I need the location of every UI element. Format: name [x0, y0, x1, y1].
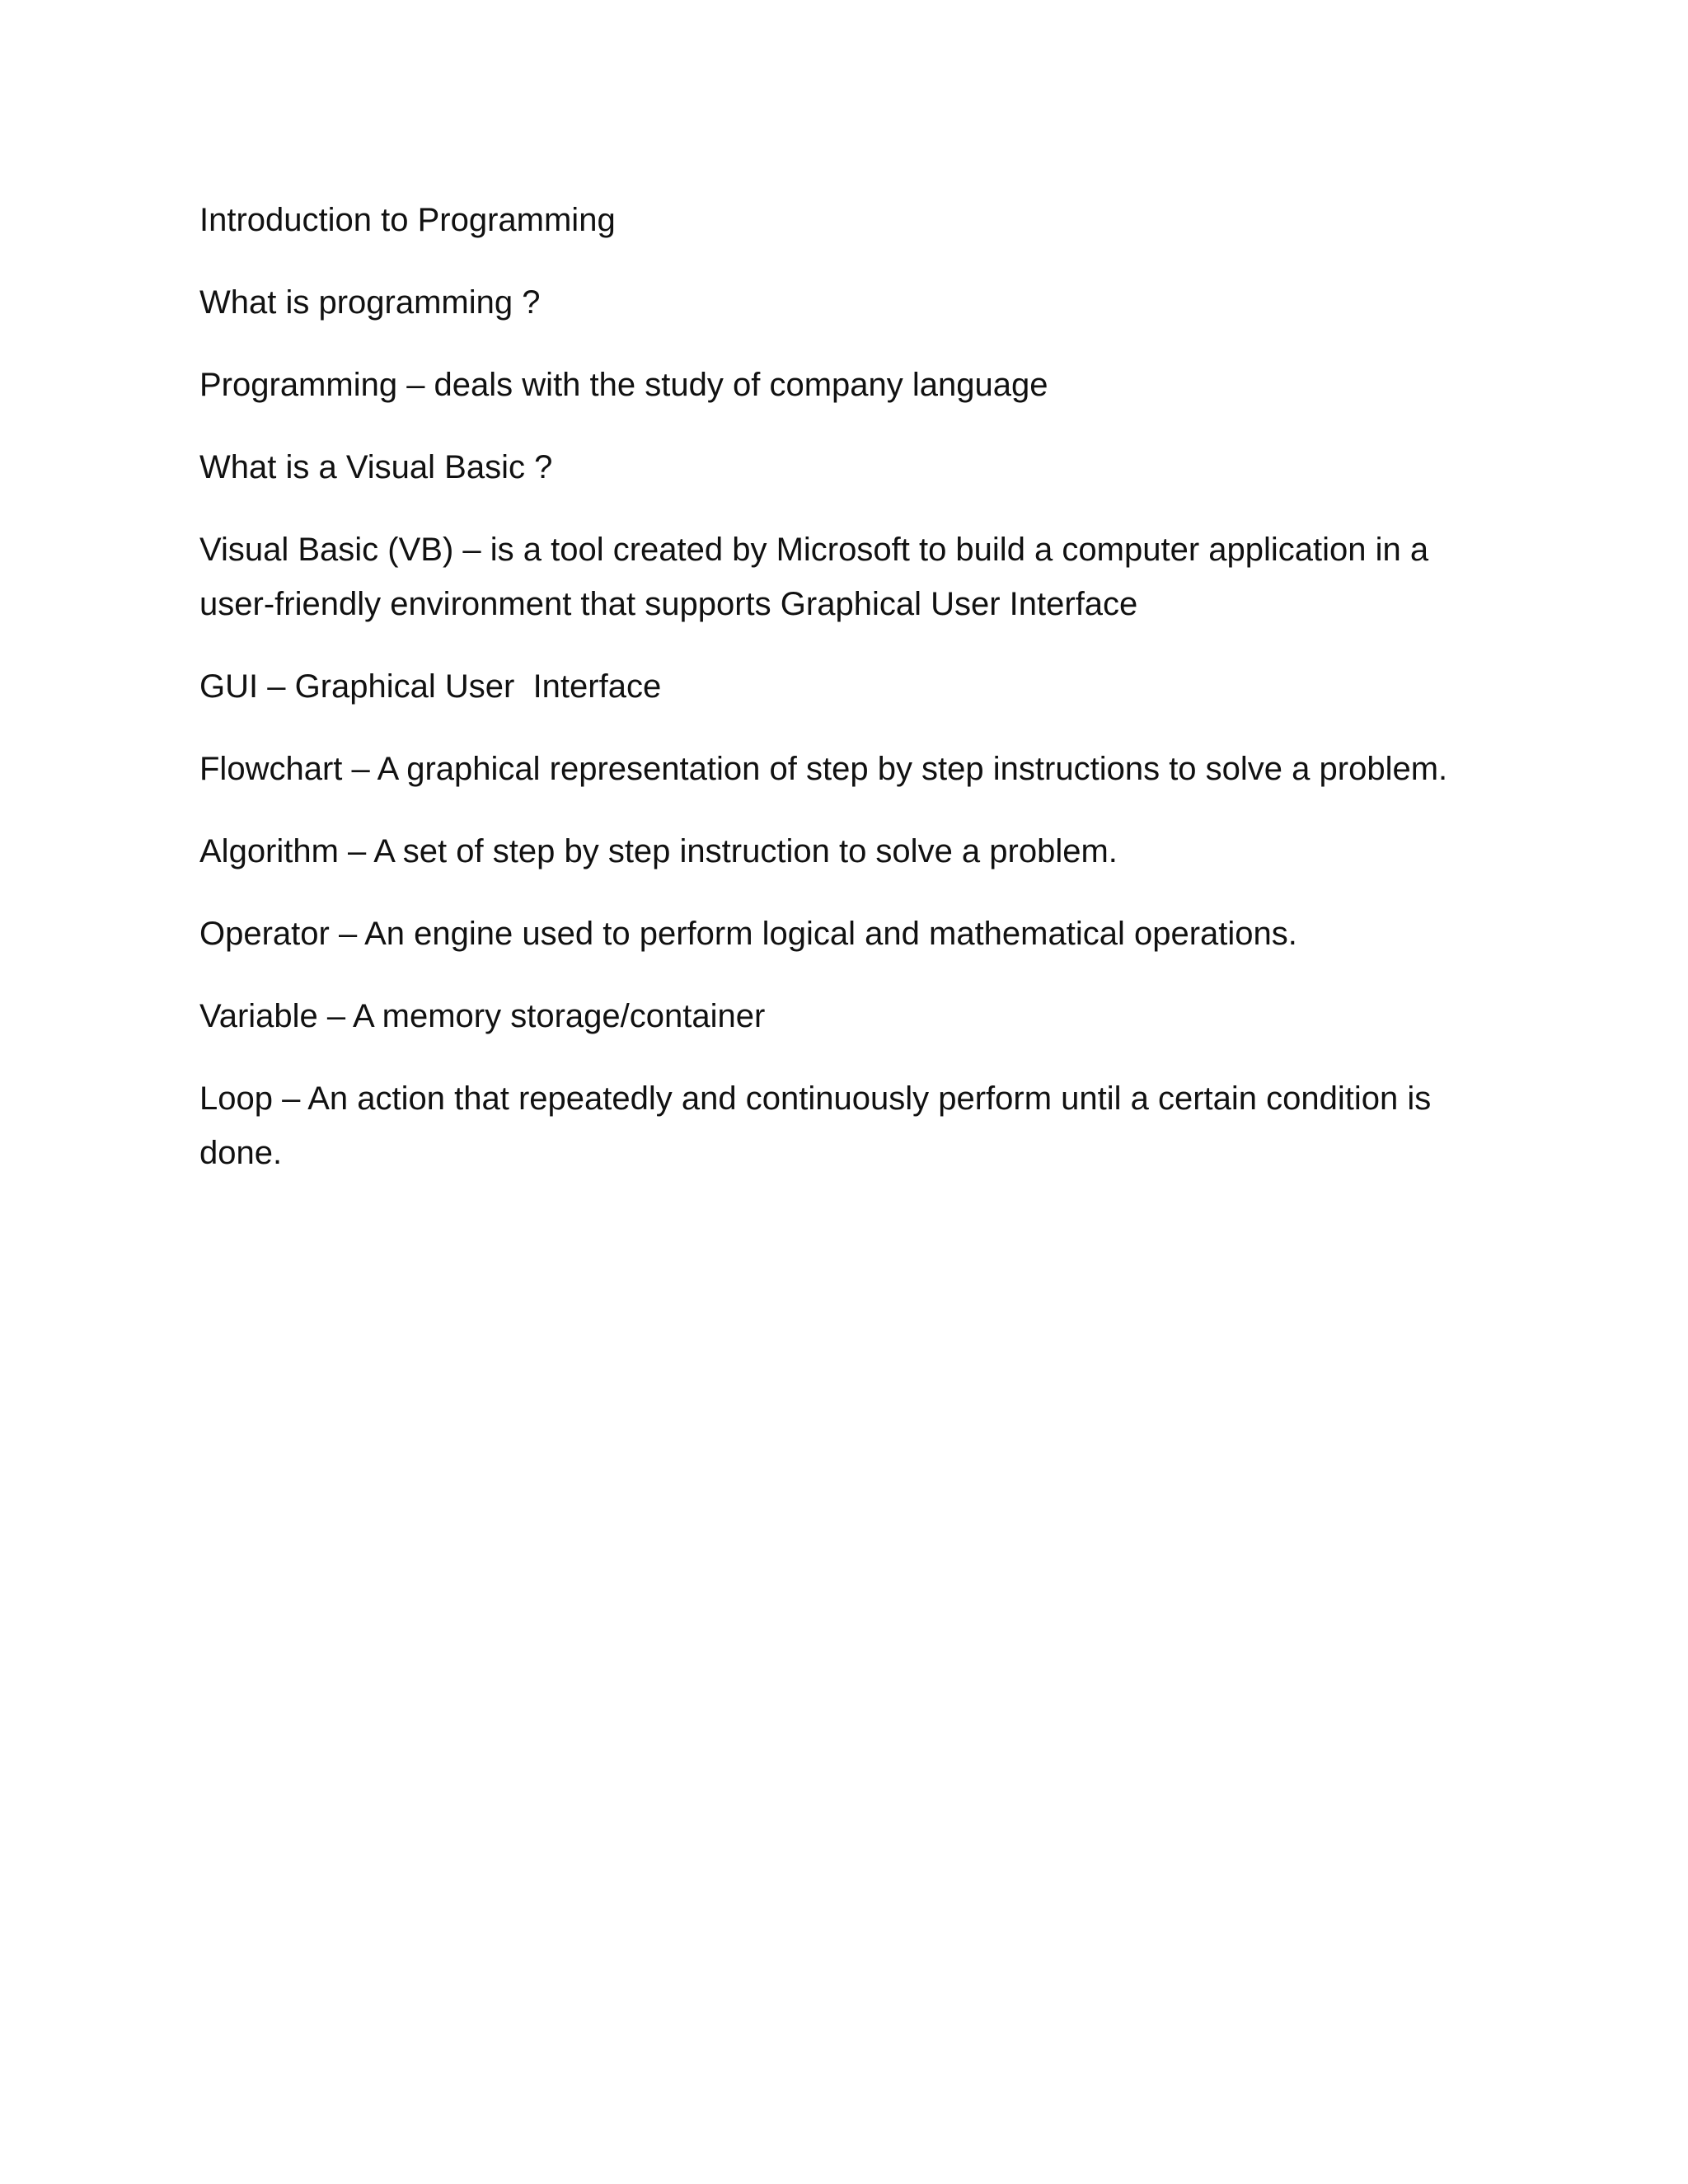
definition-loop: Loop – An action that repeatedly and continuously perform until a certain condition is done. [199, 1080, 1441, 1171]
question-visual-basic: What is a Visual Basic ? [199, 449, 553, 485]
document-title: Introduction to Programming [199, 202, 616, 238]
definition-flowchart: Flowchart – A graphical representation of step by step instructions to solve a problem. [199, 751, 1448, 787]
question-programming: What is programming ? [199, 284, 541, 321]
definition-algorithm: Algorithm – A set of step by step instruction to solve a problem. [199, 833, 1118, 869]
definition-variable: Variable – A memory storage/container [199, 998, 766, 1034]
definition-gui: GUI – Graphical User Interface [199, 668, 662, 705]
definition-visual-basic: Visual Basic (VB) – is a tool created by Microsoft to build a computer application in a user-friendly environment that supports Graphical User Interface [199, 532, 1438, 622]
definition-operator: Operator – An engine used to perform logical and mathematical operations. [199, 916, 1297, 952]
definition-programming: Programming – deals with the study of company language [199, 367, 1048, 403]
document-body [199, 193, 1485, 1208]
